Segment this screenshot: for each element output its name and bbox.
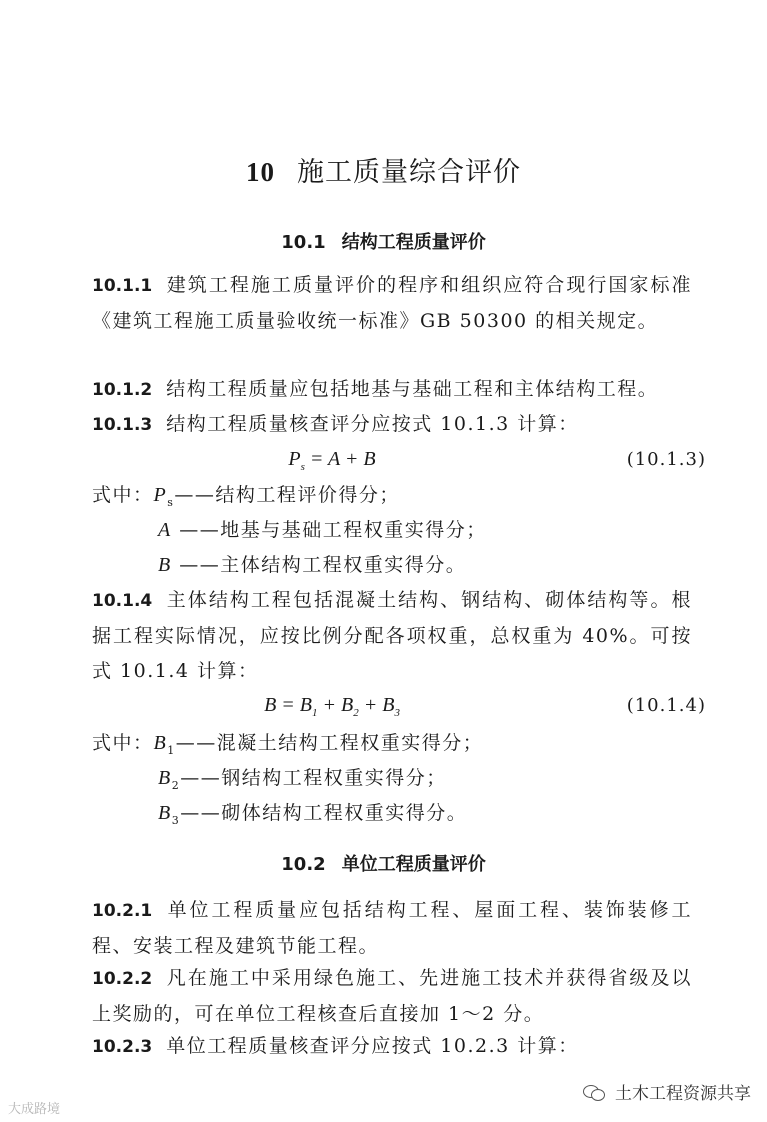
section-number: 10.2 xyxy=(281,854,326,875)
section-title-text: 结构工程质量评价 xyxy=(341,232,486,253)
clause-10-2-1 xyxy=(92,893,692,964)
formula-expression: $B = B_1 + B_2 + B_3$ xyxy=(264,694,400,719)
clause-number: 10.2.3 xyxy=(92,1037,153,1057)
clause-text: 单位工程质量应包括结构工程、屋面工程、装饰装修工程、安装工程及建筑节能工程。 xyxy=(92,899,692,957)
clause-10-1-3 xyxy=(92,407,692,443)
chapter-title xyxy=(0,150,767,189)
clause-10-1-2 xyxy=(92,372,692,408)
clause-text: 结构工程质量核查评分应按式 10.1.3 计算： xyxy=(166,413,579,435)
wechat-icon xyxy=(583,1083,605,1101)
clause-10-2-3 xyxy=(92,1029,692,1065)
watermark-left: 大成路境 xyxy=(8,1102,61,1117)
clause-text: 凡在施工中采用绿色施工、先进施工技术并获得省级及以上奖励的，可在单位工程核查后直接加 1～2 分。 xyxy=(92,967,692,1025)
formula-10-1-4 xyxy=(92,688,712,723)
formula-10-1-3 xyxy=(92,442,712,477)
clause-number: 10.1.2 xyxy=(92,380,153,400)
where-prefix: 式中： xyxy=(92,484,154,506)
where-item: 式中：$B_1——$混凝土结构工程权重实得分； xyxy=(92,732,484,757)
section-title-10-1 xyxy=(0,228,767,254)
clause-text: 建筑工程施工质量评价的程序和组织应符合现行国家标准《建筑工程施工质量验收统一标准》GB 50300 的相关规定。 xyxy=(92,274,692,332)
formula-number: (10.1.3) xyxy=(626,449,706,470)
clause-10-1-4 xyxy=(92,583,692,689)
where-item: 式中：$P_s——$结构工程评价得分； xyxy=(92,484,400,509)
where-item: $B_3——$砌体结构工程权重实得分。 xyxy=(158,802,468,827)
formula-expression: $P_s = A + B$ xyxy=(288,448,376,473)
chapter-number: 10 xyxy=(246,157,275,187)
clause-10-2-2 xyxy=(92,961,692,1032)
clause-number: 10.1.4 xyxy=(92,591,153,611)
clause-number: 10.2.1 xyxy=(92,901,153,921)
section-title-10-2 xyxy=(0,850,767,876)
clause-number: 10.1.1 xyxy=(92,276,153,296)
clause-text: 主体结构工程包括混凝土结构、钢结构、砌体结构等。根据工程实际情况，应按比例分配各项权重，总权重为 40%。可按式 10.1.4 计算： xyxy=(92,589,692,682)
clause-number: 10.2.2 xyxy=(92,969,153,989)
section-number: 10.1 xyxy=(281,232,326,253)
chapter-title-text: 施工质量综合评价 xyxy=(297,157,521,188)
where-prefix: 式中： xyxy=(92,732,154,754)
section-title-text: 单位工程质量评价 xyxy=(341,854,486,875)
where-item: B ——主体结构工程权重实得分。 xyxy=(158,554,467,576)
clause-text: 结构工程质量应包括地基与基础工程和主体结构工程。 xyxy=(166,378,659,400)
clause-number: 10.1.3 xyxy=(92,415,153,435)
watermark-right xyxy=(583,1079,751,1104)
clause-10-1-1 xyxy=(92,268,692,339)
where-item: $B_2——$钢结构工程权重实得分； xyxy=(158,767,447,792)
watermark-right-text: 土木工程资源共享 xyxy=(615,1084,751,1104)
clause-text: 单位工程质量核查评分应按式 10.2.3 计算： xyxy=(166,1035,579,1057)
where-item: A ——地基与基础工程权重实得分； xyxy=(158,519,487,541)
formula-number: (10.1.4) xyxy=(626,695,706,716)
